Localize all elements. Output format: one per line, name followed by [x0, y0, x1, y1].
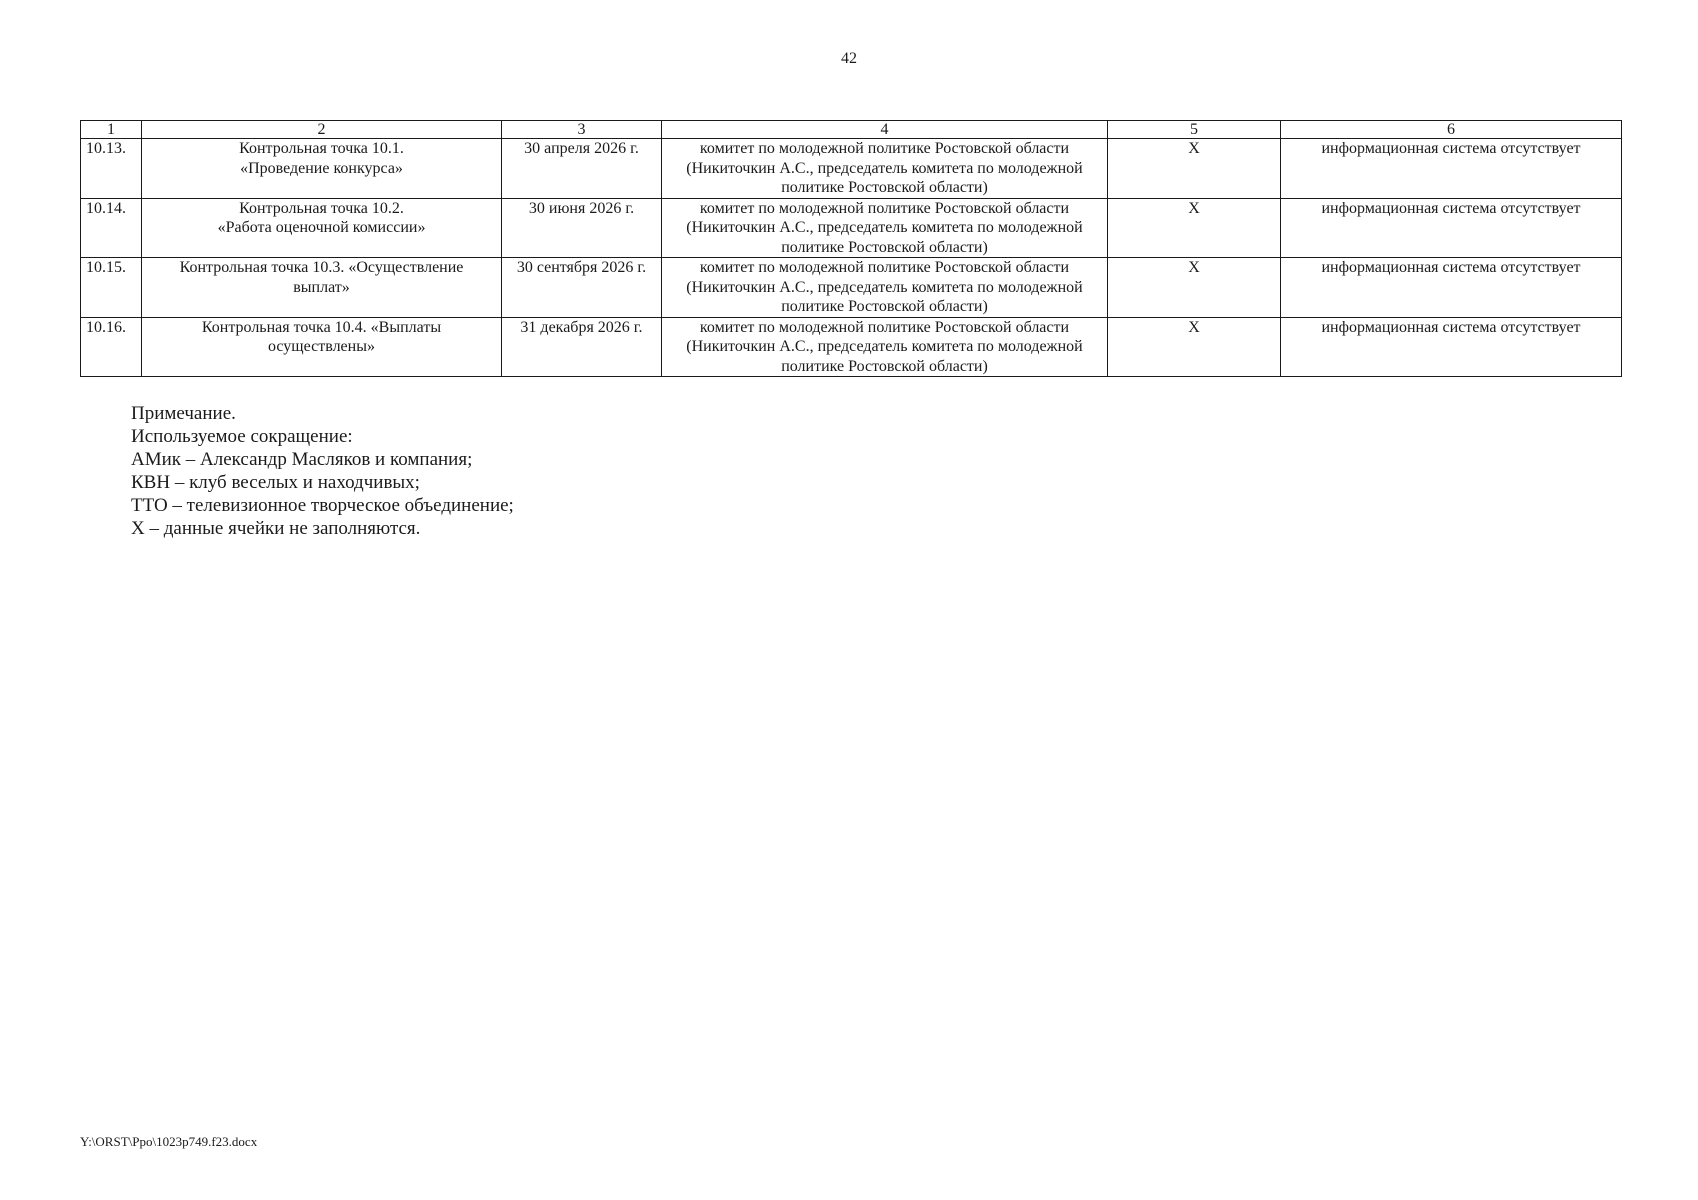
title-line: Контрольная точка 10.2. — [239, 199, 404, 217]
deadline-date: 30 сентября 2026 г. — [502, 258, 662, 318]
title-line: «Работа оценочной комиссии» — [217, 219, 426, 236]
deadline-date: 30 июня 2026 г. — [502, 198, 662, 258]
row-number: 10.16. — [81, 317, 142, 377]
column-header: 1 — [81, 121, 142, 139]
responsible-line: комитет по молодежной политике Ростовской области — [699, 259, 1070, 276]
empty-cell-mark: X — [1108, 198, 1281, 258]
responsible-line: комитет по молодежной политике Ростовской области — [699, 199, 1070, 217]
responsible-line: (Никиточкин А.С., председатель комитета по молодежной — [686, 338, 1083, 355]
control-point-title — [142, 258, 502, 318]
title-line: выплат» — [293, 278, 350, 296]
information-system: информационная система отсутствует — [1281, 258, 1622, 318]
responsible-line: политике Ростовской области) — [781, 179, 988, 196]
information-system: информационная система отсутствует — [1281, 198, 1622, 258]
title-line: Контрольная точка 10.1. — [239, 140, 404, 157]
row-number: 10.14. — [81, 198, 142, 258]
page-number: 42 — [841, 50, 857, 67]
responsible-line: политике Ростовской области) — [781, 357, 988, 375]
empty-cell-mark: X — [1108, 258, 1281, 318]
responsible-executor — [662, 317, 1108, 377]
title-line: осуществлены» — [268, 338, 375, 355]
control-point-title — [142, 317, 502, 377]
table-row — [81, 198, 1622, 258]
responsible-line: политике Ростовской области) — [781, 238, 988, 256]
column-header: 4 — [662, 121, 1108, 139]
empty-cell-mark: X — [1108, 317, 1281, 377]
notes-heading: Примечание. — [131, 403, 236, 424]
document-file-path: Y:\ORST\Ppo\1023p749.f23.docx — [80, 1134, 258, 1149]
responsible-line: (Никиточкин А.С., председатель комитета по молодежной — [686, 219, 1083, 236]
empty-cell-mark: X — [1108, 139, 1281, 199]
deadline-date: 30 апреля 2026 г. — [502, 139, 662, 199]
column-header: 3 — [502, 121, 662, 139]
information-system: информационная система отсутствует — [1281, 139, 1622, 199]
row-number: 10.15. — [81, 258, 142, 318]
column-header: 6 — [1281, 121, 1622, 139]
responsible-line: политике Ростовской области) — [781, 298, 988, 315]
column-header: 5 — [1108, 121, 1281, 139]
row-number: 10.13. — [81, 139, 142, 199]
title-line: Контрольная точка 10.4. «Выплаты — [201, 318, 442, 336]
title-line: Контрольная точка 10.3. «Осуществление — [179, 259, 464, 276]
responsible-line: (Никиточкин А.С., председатель комитета по молодежной — [686, 278, 1083, 296]
responsible-line: (Никиточкин А.С., председатель комитета по молодежной — [686, 159, 1083, 177]
note-line: АМик – Александр Масляков и компания; — [131, 449, 473, 470]
table-row — [81, 317, 1622, 377]
responsible-line: комитет по молодежной политике Ростовской области — [699, 140, 1070, 157]
responsible-executor — [662, 139, 1108, 199]
note-line: Используемое сокращение: — [131, 426, 353, 447]
responsible-executor — [662, 258, 1108, 318]
notes-block — [131, 402, 514, 540]
information-system: информационная система отсутствует — [1281, 317, 1622, 377]
column-header: 2 — [142, 121, 502, 139]
deadline-date: 31 декабря 2026 г. — [502, 317, 662, 377]
note-line: Х – данные ячейки не заполняются. — [131, 518, 421, 539]
control-point-title — [142, 139, 502, 199]
note-line: ТТО – телевизионное творческое объединение; — [131, 495, 514, 516]
responsible-line: комитет по молодежной политике Ростовской области — [699, 318, 1070, 336]
table-row — [81, 258, 1622, 318]
table-header-row — [81, 121, 1622, 139]
note-line: КВН – клуб веселых и находчивых; — [131, 472, 420, 493]
responsible-executor — [662, 198, 1108, 258]
control-points-table — [80, 120, 1622, 377]
title-line: «Проведение конкурса» — [240, 159, 403, 177]
table-row — [81, 139, 1622, 199]
control-point-title — [142, 198, 502, 258]
